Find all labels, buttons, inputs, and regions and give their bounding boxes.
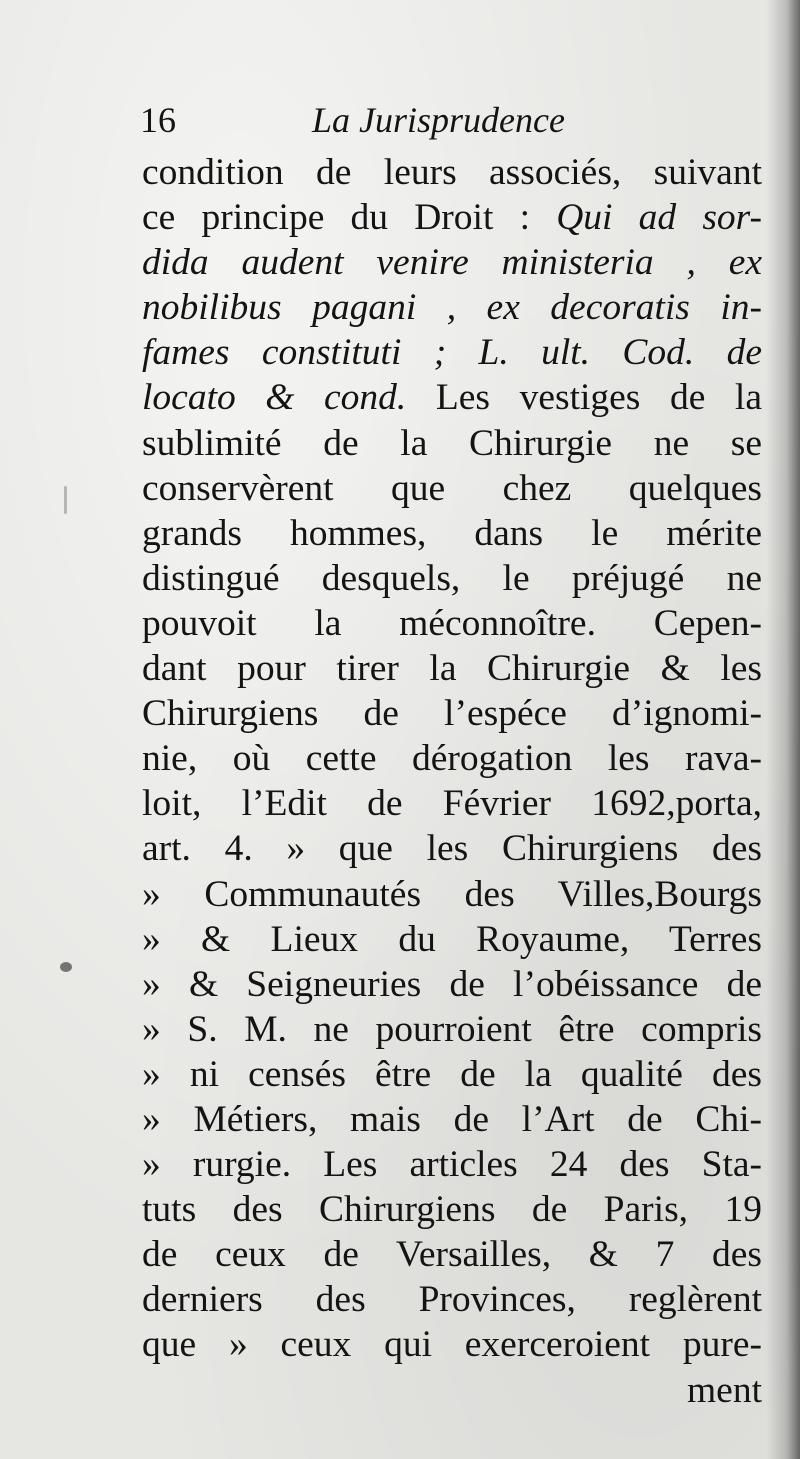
roman-text: » ni censés être de la qualité des: [142, 1053, 762, 1095]
roman-text: pouvoit la méconnoître. Cepen-: [142, 602, 762, 644]
text-line: [142, 375, 762, 420]
roman-text: ce principe du Droit :: [142, 197, 557, 239]
italic-text: dida audent venire ministeria , ex: [142, 242, 762, 284]
text-line: [142, 195, 762, 240]
roman-text: de ceux de Versailles, & 7 des: [142, 1234, 762, 1276]
roman-text: derniers des Provinces, reglèrent: [142, 1279, 762, 1321]
text-line: [142, 466, 762, 511]
text-line: [142, 646, 762, 691]
text-line: [142, 1322, 762, 1367]
roman-text: » S. M. ne pourroient être compris: [142, 1008, 762, 1050]
text-line: [142, 917, 762, 962]
text-line: [142, 150, 762, 195]
roman-text: » Métiers, mais de l’Art de Chi-: [142, 1098, 762, 1140]
roman-text: conservèrent que chez quelques: [142, 467, 762, 509]
ink-speck: [64, 486, 67, 514]
roman-text: nie, où cette dérogation les rava-: [142, 738, 762, 780]
roman-text: Les vestiges de la: [406, 377, 762, 419]
roman-text: » & Seigneuries de l’obéissance de: [142, 963, 762, 1005]
text-line: [142, 1097, 762, 1142]
text-line: [142, 240, 762, 285]
text-line: [142, 601, 762, 646]
roman-text: distingué desquels, le préjugé ne: [142, 557, 762, 599]
running-title: La Jurisprudence: [312, 100, 565, 140]
page-edge-shadow: [766, 0, 800, 1459]
italic-text: nobilibus pagani , ex decoratis in-: [142, 287, 762, 329]
text-line: [142, 1232, 762, 1277]
roman-text: dant pour tirer la Chirurgie & les: [142, 648, 762, 690]
roman-text: » & Lieux du Royaume, Terres: [142, 918, 762, 960]
roman-text: » rurgie. Les articles 24 des Sta-: [142, 1144, 762, 1186]
italic-text: locato & cond.: [142, 377, 407, 419]
text-line: [142, 1052, 762, 1097]
text-line: [142, 1187, 762, 1232]
body-text: [142, 150, 762, 1413]
page-number: 16: [140, 100, 176, 140]
roman-text: ment: [687, 1369, 762, 1411]
text-line: [142, 691, 762, 736]
roman-text: sublimité de la Chirurgie ne se: [142, 422, 762, 464]
roman-text: » Communautés des Villes,Bourgs: [142, 873, 762, 915]
text-line: [142, 781, 762, 826]
text-line: [142, 1142, 762, 1187]
ink-speck: [60, 962, 72, 972]
text-line: [142, 1277, 762, 1322]
text-line: [142, 421, 762, 466]
text-line: [142, 826, 762, 871]
text-line: [142, 1368, 762, 1413]
text-line: [142, 285, 762, 330]
roman-text: Chirurgiens de l’espéce d’ignomi-: [142, 693, 762, 735]
text-line: [142, 872, 762, 917]
roman-text: loit, l’Edit de Février 1692,porta,: [142, 783, 762, 825]
page-header: [140, 98, 620, 142]
text-line: [142, 556, 762, 601]
italic-text: fames constituti ; L. ult. Cod. de: [142, 332, 762, 374]
text-line: [142, 511, 762, 556]
roman-text: que » ceux qui exerceroient pure-: [142, 1324, 762, 1366]
text-line: [142, 962, 762, 1007]
roman-text: condition de leurs associés, suivant: [142, 152, 762, 193]
roman-text: art. 4. » que les Chirurgiens des: [142, 828, 762, 870]
text-line: [142, 330, 762, 375]
text-line: [142, 736, 762, 781]
roman-text: grands hommes, dans le mérite: [142, 512, 762, 554]
roman-text: tuts des Chirurgiens de Paris, 19: [142, 1189, 762, 1231]
italic-text: Qui ad sor-: [556, 197, 762, 239]
text-line: [142, 1007, 762, 1052]
